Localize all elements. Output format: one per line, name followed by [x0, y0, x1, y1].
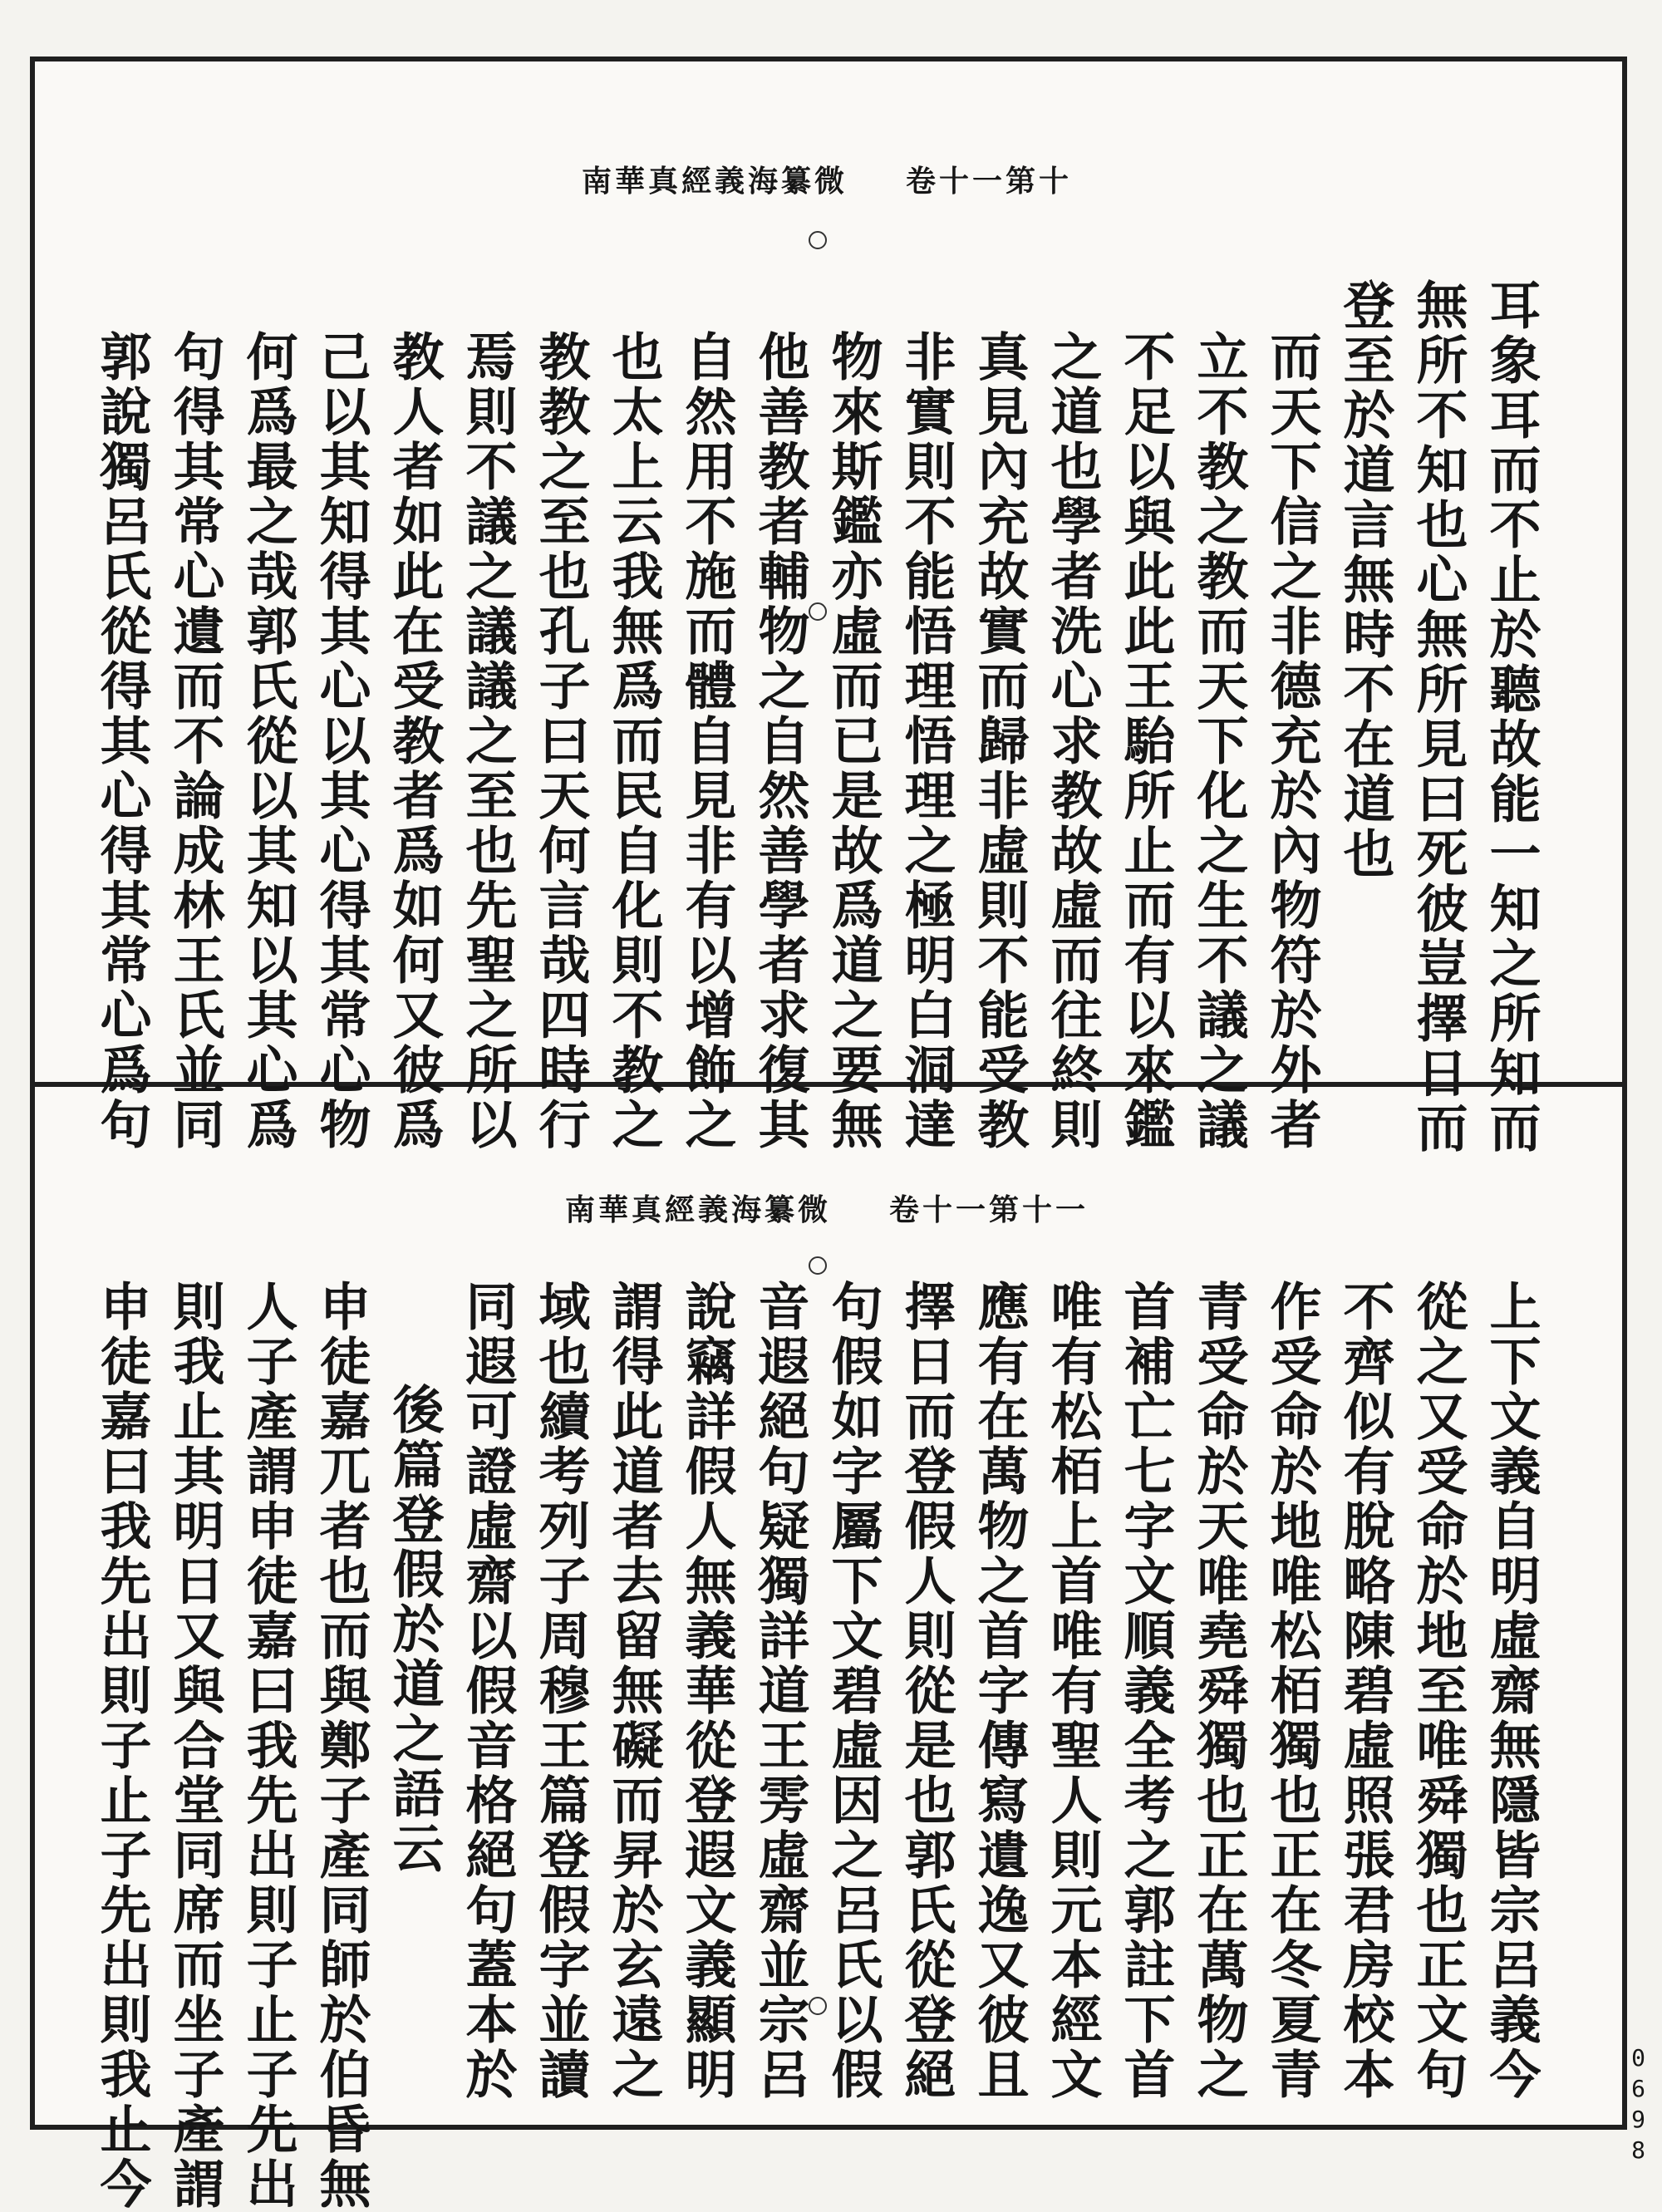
text-column: 唯有松栢上首唯有聖人則元本經文 — [1042, 1280, 1103, 2102]
top-header-volume: 卷十一第十 — [906, 164, 1073, 199]
text-column: 何爲最之哉郭氏從以其知以其心爲 — [238, 330, 298, 1153]
top-panel — [50, 91, 1604, 1156]
text-column: 同遐可證虛齋以假音格絕句蓋本於 — [457, 1280, 518, 2102]
text-column: 首補亡七字文順義全考之郭註下首 — [1115, 1280, 1176, 2102]
bottom-header-volume: 卷十一第十一 — [889, 1192, 1089, 1227]
text-column: 從之又受命於地至唯舜獨也正文句 — [1408, 1280, 1468, 2102]
text-column: 登至於道言無時不在道也 — [1335, 278, 1395, 882]
text-column: 立不教之教而天下化之生不議之議 — [1188, 330, 1249, 1153]
text-column: 申徒嘉曰我先出則子止子先出則我止今 — [91, 1280, 152, 2212]
bottom-panel-header — [116, 1187, 1537, 1229]
text-column: 句得其常心遺而不論成林王氏並同 — [165, 330, 225, 1153]
text-column: 人子產謂申徒嘉曰我先出則子止子先出 — [238, 1280, 298, 2212]
binding-hole-mark — [809, 231, 827, 249]
text-column: 句假如字屬下文碧虛因之呂氏以假 — [823, 1280, 883, 2102]
text-column: 則我止其明日又與合堂同席而坐子產謂 — [165, 1280, 225, 2212]
text-column: 申徒嘉兀者也而與鄭子產同師於伯昏無 — [311, 1280, 371, 2212]
text-column: 教人者如此在受教者爲如何又彼爲 — [384, 330, 445, 1153]
text-column: 謂得此道者去留無礙而昇於玄遠之 — [603, 1280, 664, 2102]
text-column: 己以其知得其心以其心得其常心物 — [311, 330, 371, 1153]
top-panel-header — [116, 158, 1537, 200]
text-column: 作受命於地唯松栢獨也正在冬夏青 — [1261, 1280, 1322, 2102]
text-column: 物來斯鑑亦虛而已是故爲道之要無 — [823, 330, 883, 1153]
text-column: 上下文義自明虛齋無隱皆宗呂義今 — [1481, 1280, 1542, 2102]
text-column: 不齊似有脫略陳碧虛照張君房校本 — [1335, 1280, 1395, 2102]
text-column: 無所不知也心無所見曰死彼豈擇日而 — [1408, 278, 1468, 1156]
text-column: 而天下信之非德充於內物符於外者 — [1261, 330, 1322, 1153]
text-column: 青受命於天唯堯舜獨也正在萬物之 — [1188, 1280, 1249, 2102]
text-column: 焉則不議之議議之至也先聖之所以 — [457, 330, 518, 1153]
text-column: 也太上云我無爲而民自化則不教之 — [603, 330, 664, 1153]
bottom-panel — [50, 1113, 1604, 2212]
text-column: 教教之至也孔子曰天何言哉四時行 — [530, 330, 591, 1153]
text-column: 後篇登假於道之語云 — [384, 1383, 445, 1876]
text-column: 自然用不施而體自見非有以增飾之 — [676, 330, 737, 1153]
bottom-header-book: 南華真經義海纂微 — [564, 1192, 831, 1227]
top-header-book: 南華真經義海纂微 — [581, 164, 848, 199]
text-column: 非實則不能悟理悟理之極明白洞達 — [896, 330, 956, 1153]
text-column: 他善教者輔物之自然善學者求復其 — [750, 330, 810, 1153]
text-column: 耳象耳而不止於聽故能一知之所知而 — [1481, 278, 1542, 1156]
page-number: 0698 — [1625, 2044, 1652, 2167]
text-column: 真見內充故實而歸非虛則不能受教 — [969, 330, 1030, 1153]
text-column: 說竊詳假人無義華從登遐文義顯明 — [676, 1280, 737, 2102]
binding-hole-mark — [809, 1256, 827, 1275]
text-column: 擇日而登假人則從是也郭氏從登絕 — [896, 1280, 956, 2102]
text-column: 音遐絕句疑獨詳道王雱虛齋並宗呂 — [750, 1280, 810, 2102]
text-column: 應有在萬物之首字傳寫遺逸又彼且 — [969, 1280, 1030, 2102]
text-column: 之道也學者洗心求教故虛而往終則 — [1042, 330, 1103, 1153]
text-column: 域也續考列子周穆王篇登假字並讀 — [530, 1280, 591, 2102]
text-column: 郭說獨呂氏從得其心得其常心爲句 — [91, 330, 152, 1153]
text-column: 不足以與此此王駘所止而有以來鑑 — [1115, 330, 1176, 1153]
